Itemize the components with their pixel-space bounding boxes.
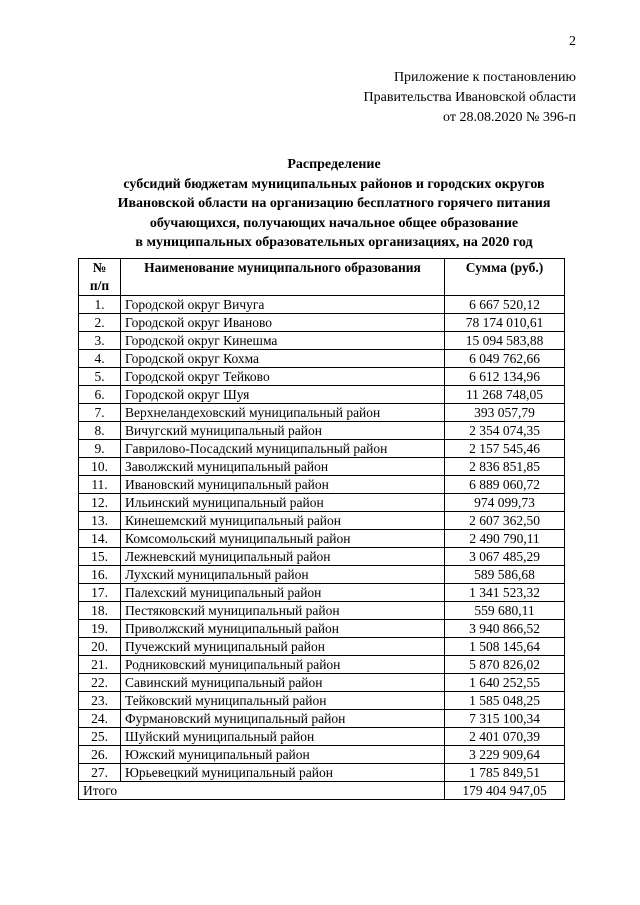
row-name: Приволжский муниципальный район <box>121 620 445 638</box>
row-name: Пучежский муниципальный район <box>121 638 445 656</box>
table-row <box>79 638 565 656</box>
table-row <box>79 296 565 314</box>
table-row <box>79 764 565 782</box>
title-line: в муниципальных образовательных организациях, на 2020 год <box>135 235 533 250</box>
row-name: Городской округ Тейково <box>121 368 445 386</box>
row-name: Лухский муниципальный район <box>121 566 445 584</box>
table-row <box>79 494 565 512</box>
table-row <box>79 512 565 530</box>
table-header-row <box>79 259 565 296</box>
row-name: Палехский муниципальный район <box>121 584 445 602</box>
appendix-line: от 28.08.2020 № 396-п <box>443 110 576 125</box>
row-name: Заволжский муниципальный район <box>121 458 445 476</box>
row-number: 5. <box>79 368 121 386</box>
distribution-table <box>78 258 565 800</box>
row-number: 26. <box>79 746 121 764</box>
row-name: Гаврилово-Посадский муниципальный район <box>121 440 445 458</box>
appendix-line: Правительства Ивановской области <box>363 90 576 105</box>
table-row <box>79 476 565 494</box>
row-number: 16. <box>79 566 121 584</box>
row-name: Родниковский муниципальный район <box>121 656 445 674</box>
table-row <box>79 440 565 458</box>
row-name: Пестяковский муниципальный район <box>121 602 445 620</box>
table-row <box>79 350 565 368</box>
document-title <box>64 155 604 253</box>
row-number: 27. <box>79 764 121 782</box>
row-name: Верхнеландеховский муниципальный район <box>121 404 445 422</box>
row-sum: 1 585 048,25 <box>445 692 565 710</box>
row-name: Городской округ Вичуга <box>121 296 445 314</box>
row-sum: 2 607 362,50 <box>445 512 565 530</box>
row-name: Тейковский муниципальный район <box>121 692 445 710</box>
row-name: Савинский муниципальный район <box>121 674 445 692</box>
title-line: Распределение <box>287 157 381 172</box>
row-number: 21. <box>79 656 121 674</box>
row-number: 18. <box>79 602 121 620</box>
row-number: 9. <box>79 440 121 458</box>
row-name: Шуйский муниципальный район <box>121 728 445 746</box>
row-sum: 1 785 849,51 <box>445 764 565 782</box>
table-row <box>79 710 565 728</box>
table-row <box>79 332 565 350</box>
row-sum: 2 490 790,11 <box>445 530 565 548</box>
row-sum: 2 157 545,46 <box>445 440 565 458</box>
row-sum: 393 057,79 <box>445 404 565 422</box>
row-number: 20. <box>79 638 121 656</box>
row-number: 19. <box>79 620 121 638</box>
row-sum: 2 836 851,85 <box>445 458 565 476</box>
row-sum: 2 401 070,39 <box>445 728 565 746</box>
row-name: Юрьевецкий муниципальный район <box>121 764 445 782</box>
row-sum: 1 508 145,64 <box>445 638 565 656</box>
row-number: 13. <box>79 512 121 530</box>
header-number-line: № <box>92 260 107 275</box>
table-row <box>79 566 565 584</box>
row-sum: 1 640 252,55 <box>445 674 565 692</box>
header-number <box>79 259 121 296</box>
row-number: 11. <box>79 476 121 494</box>
row-sum: 6 667 520,12 <box>445 296 565 314</box>
table-row <box>79 368 565 386</box>
row-number: 25. <box>79 728 121 746</box>
row-number: 24. <box>79 710 121 728</box>
row-number: 22. <box>79 674 121 692</box>
total-sum: 179 404 947,05 <box>445 782 565 800</box>
title-line: Ивановской области на организацию бесплатного горячего питания <box>117 196 551 211</box>
row-name: Городской округ Кинешма <box>121 332 445 350</box>
table-row <box>79 656 565 674</box>
table-row <box>79 314 565 332</box>
appendix-block <box>0 68 576 128</box>
header-sum: Сумма (руб.) <box>445 259 565 296</box>
row-name: Лежневский муниципальный район <box>121 548 445 566</box>
table-row <box>79 746 565 764</box>
title-line: обучающихся, получающих начальное общее образование <box>149 215 519 231</box>
row-sum: 1 341 523,32 <box>445 584 565 602</box>
table-row <box>79 458 565 476</box>
table-row <box>79 530 565 548</box>
row-sum: 5 870 826,02 <box>445 656 565 674</box>
row-sum: 3 229 909,64 <box>445 746 565 764</box>
table-row <box>79 404 565 422</box>
row-sum: 3 940 866,52 <box>445 620 565 638</box>
row-sum: 11 268 748,05 <box>445 386 565 404</box>
row-number: 23. <box>79 692 121 710</box>
table-row <box>79 620 565 638</box>
table-row <box>79 548 565 566</box>
table-row <box>79 584 565 602</box>
table-row <box>79 674 565 692</box>
table-row <box>79 386 565 404</box>
row-name: Городской округ Иваново <box>121 314 445 332</box>
row-number: 12. <box>79 494 121 512</box>
row-number: 15. <box>79 548 121 566</box>
row-name: Кинешемский муниципальный район <box>121 512 445 530</box>
row-number: 8. <box>79 422 121 440</box>
row-name: Городской округ Шуя <box>121 386 445 404</box>
row-sum: 6 612 134,96 <box>445 368 565 386</box>
table-row <box>79 602 565 620</box>
row-sum: 7 315 100,34 <box>445 710 565 728</box>
row-number: 4. <box>79 350 121 368</box>
row-number: 7. <box>79 404 121 422</box>
row-sum: 974 099,73 <box>445 494 565 512</box>
row-name: Вичугский муниципальный район <box>121 422 445 440</box>
header-number-line: п/п <box>89 278 110 293</box>
row-sum: 78 174 010,61 <box>445 314 565 332</box>
row-name: Южский муниципальный район <box>121 746 445 764</box>
row-sum: 6 889 060,72 <box>445 476 565 494</box>
row-name: Городской округ Кохма <box>121 350 445 368</box>
row-number: 10. <box>79 458 121 476</box>
row-number: 2. <box>79 314 121 332</box>
row-sum: 589 586,68 <box>445 566 565 584</box>
row-sum: 15 094 583,88 <box>445 332 565 350</box>
page-number: 2 <box>569 34 576 49</box>
row-sum: 6 049 762,66 <box>445 350 565 368</box>
row-sum: 559 680,11 <box>445 602 565 620</box>
row-name: Ильинский муниципальный район <box>121 494 445 512</box>
table-row <box>79 692 565 710</box>
row-number: 17. <box>79 584 121 602</box>
row-number: 1. <box>79 296 121 314</box>
row-sum: 2 354 074,35 <box>445 422 565 440</box>
header-name: Наименование муниципального образования <box>121 259 445 296</box>
table-row <box>79 728 565 746</box>
total-row <box>79 782 565 800</box>
row-number: 14. <box>79 530 121 548</box>
row-name: Ивановский муниципальный район <box>121 476 445 494</box>
title-line: субсидий бюджетам муниципальных районов и городских округов <box>123 176 545 192</box>
appendix-line: Приложение к постановлению <box>393 70 576 85</box>
row-sum: 3 067 485,29 <box>445 548 565 566</box>
row-number: 3. <box>79 332 121 350</box>
row-number: 6. <box>79 386 121 404</box>
row-name: Фурмановский муниципальный район <box>121 710 445 728</box>
table-row <box>79 422 565 440</box>
row-name: Комсомольский муниципальный район <box>121 530 445 548</box>
total-label: Итого <box>79 782 445 800</box>
